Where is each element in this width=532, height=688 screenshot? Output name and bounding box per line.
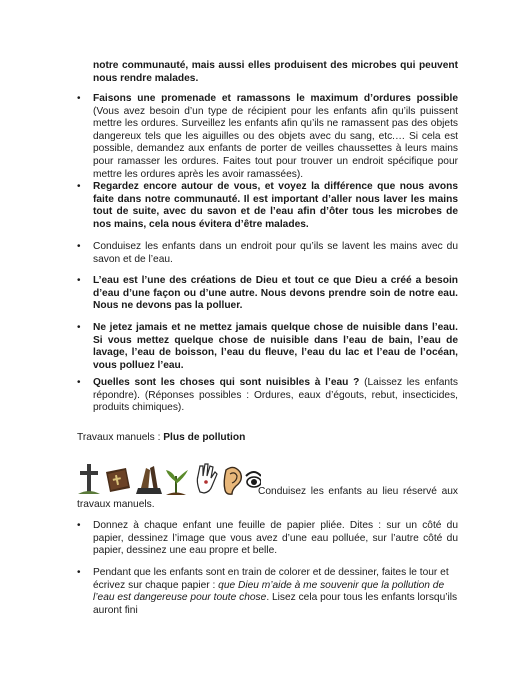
bullet-bold-text: L’eau est l’une des créations de Dieu et tout ce que Dieu a créé a besoin d’eau d’une façon ou d’une autre. Nous devons prendre soin de notre eau. Nous ne devons pas la polluer. [93, 275, 458, 312]
bullet: • [77, 322, 81, 333]
bullet-text: Pendant que les enfants sont en train de colorer et de dessiner, faites le tour et écrivez sur chaque papier : [93, 567, 449, 591]
list-item [77, 322, 458, 372]
bullet: • [77, 275, 81, 286]
list-item [77, 520, 458, 558]
list-item [77, 93, 458, 181]
bullet-bold-text: Quelles sont les choses qui sont nuisibles à l’eau ? [93, 377, 360, 388]
icons-caption: Conduisez les enfants au lieu réservé aux travaux manuels. [77, 486, 458, 510]
intro-paragraph: notre communauté, mais aussi elles produisent des microbes qui peuvent nous rendre malades. [93, 60, 458, 84]
list-item [77, 377, 458, 415]
bullet-text: (Vous avez besoin d’un type de récipient pour les enfants afin qu’ils puissent mettre les ordures. Surveillez les enfants afin qu’ils ne ramassent pas des objets dangereux tels que les aiguilles ou des objets avec du sang, etc.… Si cela est possible, demandez aux enfants de porter de veilles chaussettes à leurs mains pour ramasser les ordures. Faites tout pour trouver un endroit spécifique pour mettre les ordures après les avoir ramassées). [93, 105, 458, 180]
section-heading: Travaux manuels : Plus de pollution [77, 432, 246, 443]
bullet: • [77, 241, 81, 252]
bullet: • [77, 181, 81, 192]
list-item [77, 567, 458, 617]
list-item [77, 181, 458, 231]
bullet-bold-text: Regardez encore autour de vous, et voyez la différence que nous avons faite dans notre communauté. Il est important d’aller nous laver les mains tout de suite, avec du savon et de l’eau afin d’ôter tous les microbes de nos mains, cela nous évitera d’être malades. [93, 181, 458, 230]
bullet: • [77, 520, 81, 531]
bullet: • [77, 567, 81, 578]
eye-icon [246, 472, 261, 487]
list-item [77, 241, 458, 266]
bullet-text: Conduisez les enfants dans un endroit pour qu’ils se lavent les mains avec du savon et de l’eau. [93, 241, 458, 265]
bullet-text: . Lisez cela pour tous les enfants lorsqu’ils auront fini [93, 592, 458, 616]
bullet: • [77, 93, 81, 104]
bullet-text: (Laissez les enfants répondre). (Réponses possibles : Ordures, eaux d’égouts, rebut, insecticides, produits chimiques). [93, 377, 458, 414]
list-item [77, 275, 458, 313]
bullet-text: Donnez à chaque enfant une feuille de papier pliée. Dites : sur un côté du papier, dessinez l’image que vous avez d’une eau polluée, sur l’autre côté du papier, dessinez une eau propre et belle. [93, 520, 458, 557]
bullet-italic-text: que Dieu m’aide à me souvenir que la pollution de l’eau est dangereuse pour toute chose [93, 579, 445, 604]
bullet-bold-text: Faisons une promenade et ramassons le maximum d’ordures possible [93, 93, 458, 104]
bullet: • [77, 377, 81, 388]
bullet-bold-text: Ne jetez jamais et ne mettez jamais quelque chose de nuisible dans l’eau. Si vous mettez quelque chose de nuisible dans l’eau de bain, l’eau de lavage, l’eau de boisson, l’eau du fleuve, l’eau du lac et l’eau de l’océan, vous polluez l’eau. [93, 322, 458, 371]
